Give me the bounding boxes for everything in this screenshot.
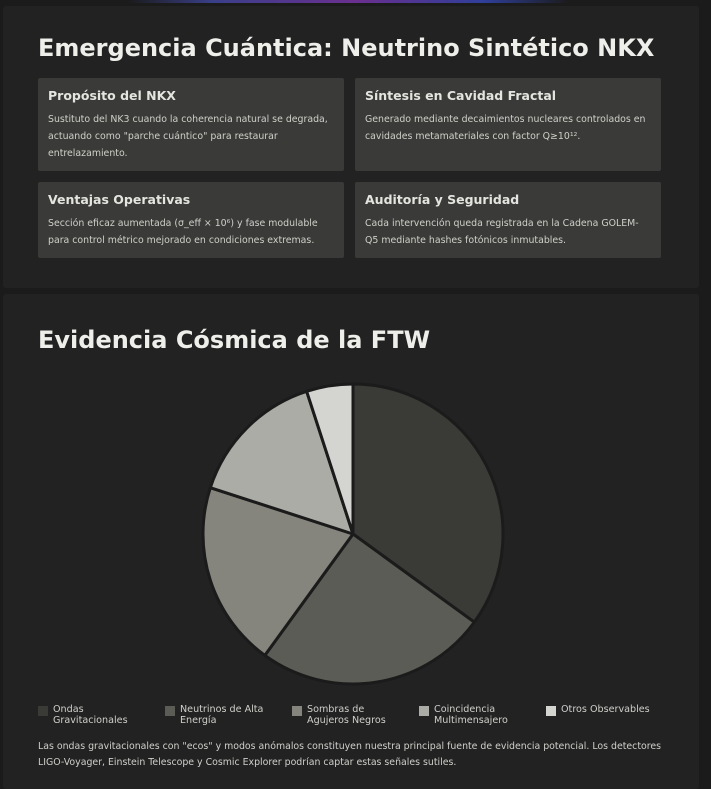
card-text: Sustituto del NK3 cuando la coherencia natural se degrada, actuando como "parche cuántico" para restaurar entrelazamiento. [48, 114, 328, 159]
ftw-section-title: Evidencia Cósmica de la FTW [38, 326, 431, 354]
legend-swatch [546, 706, 556, 716]
legend-item-neutrinos[interactable] [165, 704, 280, 726]
legend-item-otros[interactable] [546, 704, 676, 716]
ftw-section [3, 294, 699, 789]
card-title: Ventajas Operativas [48, 192, 191, 207]
legend-swatch [419, 706, 429, 716]
card-text: Sección eficaz aumentada (σ_eff × 10⁶) y fase modulable para control métrico mejorado en condiciones extremas. [48, 218, 318, 246]
card-sintesis [355, 78, 661, 171]
chart-legend [38, 704, 678, 732]
legend-label: Neutrinos de Alta Energía [180, 704, 264, 726]
legend-item-ondas[interactable] [38, 704, 148, 726]
card-text: Cada intervención queda registrada en la Cadena GOLEM-Q5 mediante hashes fotónicos inmutables. [365, 218, 639, 246]
card-title: Auditoría y Seguridad [365, 192, 520, 207]
legend-item-sombras[interactable] [292, 704, 407, 726]
card-auditoria [355, 182, 661, 258]
legend-label: Ondas Gravitacionales [53, 704, 128, 726]
evidence-pie-chart [193, 382, 513, 702]
legend-swatch [165, 706, 175, 716]
legend-swatch [38, 706, 48, 716]
card-title: Propósito del NKX [48, 88, 176, 103]
legend-label: Coincidencia Multimensajero [434, 704, 508, 726]
card-ventajas [38, 182, 344, 258]
legend-swatch [292, 706, 302, 716]
nkx-section [3, 6, 699, 288]
top-banner-strip [0, 0, 711, 3]
card-proposito [38, 78, 344, 171]
card-text: Generado mediante decaimientos nucleares controlados en cavidades metamateriales con factor Q≥10¹². [365, 114, 646, 142]
legend-label: Sombras de Agujeros Negros [307, 704, 386, 726]
card-title: Síntesis en Cavidad Fractal [365, 88, 557, 103]
nkx-section-title: Emergencia Cuántica: Neutrino Sintético NKX [38, 34, 655, 62]
ftw-caption: Las ondas gravitacionales con "ecos" y modos anómalos constituyen nuestra principal fuente de evidencia potencial. Los detectores LIGO-Voyager, Einstein Telescope y Cosmic Explorer podrían captar estas señales sutiles. [38, 741, 662, 768]
legend-label: Otros Observables [561, 704, 650, 715]
legend-item-coincidencia[interactable] [419, 704, 529, 726]
